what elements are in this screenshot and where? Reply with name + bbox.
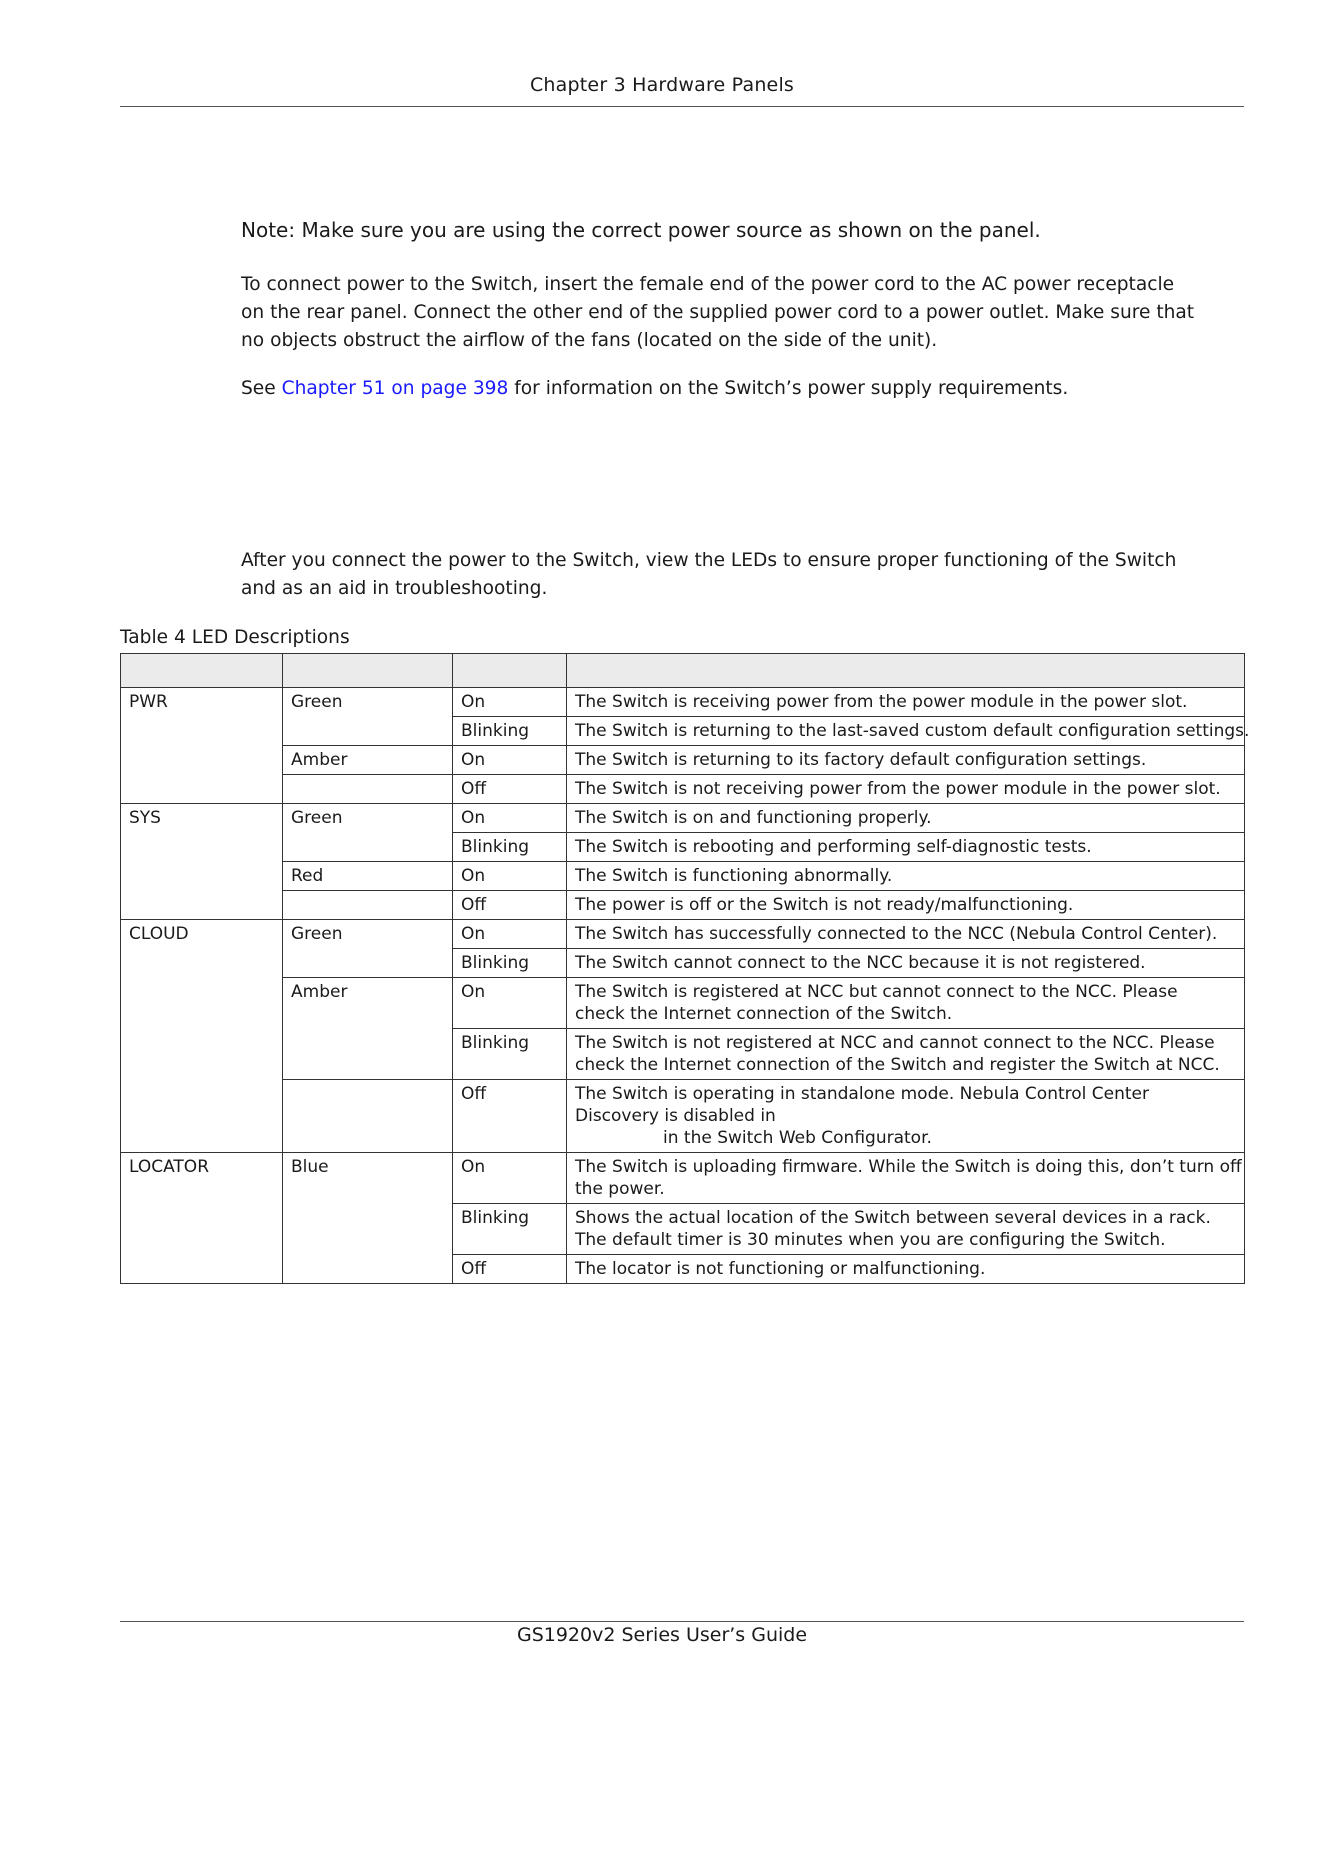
power-note: Note: Make sure you are using the correct power source as shown on the panel. [241, 218, 1041, 242]
reference-suffix: for information on the Switch’s power supply requirements. [508, 378, 1069, 399]
description-line: check the Internet connection of the Switch. [575, 1004, 953, 1024]
color-cell: Amber [283, 746, 453, 775]
status-cell: Blinking [453, 833, 567, 862]
description-line: The Switch is not registered at NCC and cannot connect to the NCC. Please [575, 1033, 1215, 1053]
description-cell [567, 1255, 1245, 1284]
table-row [121, 891, 1245, 920]
description-cell [567, 746, 1245, 775]
color-cell [283, 775, 453, 804]
table-row [121, 775, 1245, 804]
description-cell [567, 804, 1245, 833]
description-line: The Switch cannot connect to the NCC because it is not registered. [575, 953, 1146, 973]
power-supply-reference-paragraph [241, 375, 1246, 403]
description-cell [567, 717, 1250, 746]
description-line: the power. [575, 1179, 665, 1199]
status-cell: On [453, 920, 567, 949]
header-cell [283, 654, 453, 688]
led-name-cell: CLOUD [121, 920, 283, 1153]
color-cell: Red [283, 862, 453, 891]
table-row [121, 978, 1245, 1029]
description-line: The Switch is returning to its factory default configuration settings. [575, 750, 1147, 770]
table-row [121, 1080, 1245, 1153]
status-cell: On [453, 978, 567, 1029]
description-line: The Switch is returning to the last-saved custom default configuration settings. [575, 721, 1250, 741]
description-cell [567, 891, 1245, 920]
description-line: The Switch is receiving power from the power module in the power slot. [575, 692, 1188, 712]
paragraph-line: no objects obstruct the airflow of the fans (located on the side of the unit). [241, 330, 938, 351]
header-cell [453, 654, 567, 688]
paragraph-line: and as an aid in troubleshooting. [241, 578, 548, 599]
description-cell [567, 949, 1245, 978]
power-connection-paragraph [241, 271, 1246, 355]
description-line: The Switch is functioning abnormally. [575, 866, 893, 886]
description-cell [567, 920, 1245, 949]
description-cell [567, 1153, 1245, 1204]
paragraph-line: After you connect the power to the Switch, view the LEDs to ensure proper functioning of the Switch [241, 550, 1177, 571]
paragraph-line: on the rear panel. Connect the other end of the supplied power cord to a power outlet. Make sure that [241, 302, 1195, 323]
color-cell [283, 1080, 453, 1153]
description-cell [567, 1204, 1245, 1255]
led-name-cell: PWR [121, 688, 283, 804]
guide-title: GS1920v2 Series User’s Guide [516, 1624, 808, 1646]
color-cell: Green [283, 920, 453, 978]
led-name-cell: LOCATOR [121, 1153, 283, 1284]
description-cell [567, 775, 1245, 804]
status-cell: Off [453, 891, 567, 920]
status-cell: On [453, 862, 567, 891]
description-line: The Switch is uploading firmware. While the Switch is doing this, don’t turn off [575, 1157, 1242, 1177]
table-row [121, 1153, 1245, 1204]
color-cell: Amber [283, 978, 453, 1080]
status-cell: Blinking [453, 1204, 567, 1255]
status-cell: Off [453, 775, 567, 804]
table-row [121, 688, 1245, 717]
table-row [121, 804, 1245, 833]
description-line: The Switch is rebooting and performing self-diagnostic tests. [575, 837, 1092, 857]
description-cell [567, 688, 1245, 717]
description-cell [567, 862, 1245, 891]
led-intro-paragraph [241, 547, 1246, 603]
chapter-51-link[interactable]: Chapter 51 on page 398 [281, 378, 509, 399]
description-line: The Switch is on and functioning properly. [575, 808, 932, 828]
description-line: in the Switch Web Configurator. [663, 1128, 932, 1148]
status-cell: On [453, 746, 567, 775]
description-line: Shows the actual location of the Switch between several devices in a rack. [575, 1208, 1211, 1228]
description-line: The Switch is operating in standalone mode. Nebula Control Center [575, 1084, 1149, 1104]
description-cell [567, 1029, 1245, 1080]
description-line: The Switch is registered at NCC but cannot connect to the NCC. Please [575, 982, 1178, 1002]
chapter-title: Chapter 3 Hardware Panels [529, 74, 795, 96]
reference-prefix: See [241, 378, 282, 399]
description-line: The power is off or the Switch is not ready/malfunctioning. [575, 895, 1074, 915]
color-cell: Green [283, 804, 453, 862]
table-row [121, 746, 1245, 775]
color-cell: Blue [283, 1153, 453, 1284]
description-line: The Switch is not receiving power from the power module in the power slot. [575, 779, 1221, 799]
description-line: The locator is not functioning or malfunctioning. [575, 1259, 986, 1279]
description-cell [567, 1080, 1245, 1153]
description-cell [567, 833, 1245, 862]
status-cell: Blinking [453, 949, 567, 978]
header-cell [121, 654, 283, 688]
header-divider [120, 106, 1244, 107]
led-descriptions-table [120, 653, 1250, 1284]
status-cell: Off [453, 1080, 567, 1153]
led-name-cell: SYS [121, 804, 283, 920]
status-cell: Off [453, 1255, 567, 1284]
description-line: check the Internet connection of the Switch and register the Switch at NCC. [575, 1055, 1220, 1075]
description-line: Discovery is disabled in [575, 1106, 776, 1126]
table-row [121, 862, 1245, 891]
status-cell: On [453, 688, 567, 717]
table-row [121, 920, 1245, 949]
status-cell: Blinking [453, 1029, 567, 1080]
table-header-row [121, 654, 1245, 688]
status-cell: On [453, 804, 567, 833]
header-cell [567, 654, 1245, 688]
description-line: The Switch has successfully connected to the NCC (Nebula Control Center). [575, 924, 1218, 944]
status-cell: Blinking [453, 717, 567, 746]
color-cell: Green [283, 688, 453, 746]
color-cell [283, 891, 453, 920]
description-line: The default timer is 30 minutes when you are configuring the Switch. [575, 1230, 1166, 1250]
description-cell [567, 978, 1245, 1029]
paragraph-line: To connect power to the Switch, insert the female end of the power cord to the AC power receptacle [241, 274, 1175, 295]
table-caption: Table 4 LED Descriptions [120, 627, 350, 648]
status-cell: On [453, 1153, 567, 1204]
footer-divider [120, 1621, 1244, 1622]
